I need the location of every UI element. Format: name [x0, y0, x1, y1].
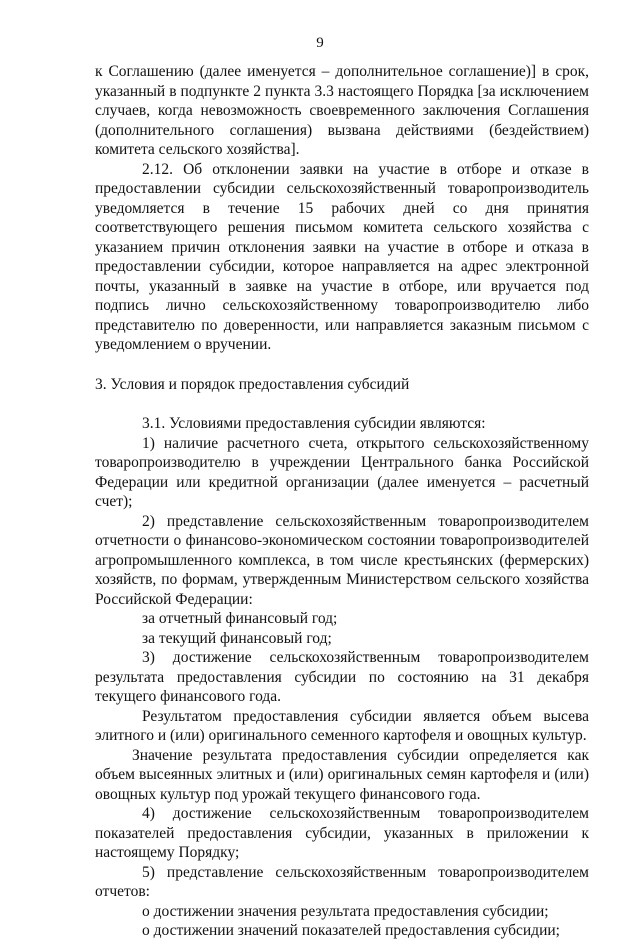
value-paragraph: Значение результата предоставления субсидии определяется как объем высеянных элитных и (или) оригинальных семян картофеля и (или) овощных культур под урожай текущего финансового года.	[95, 746, 589, 803]
condition-4: 4) достижение сельскохозяйственным товаропроизводителем показателей предоставления субсидии, указанных в приложении к настоящему Порядку;	[95, 805, 589, 861]
paragraph-3-1: 3.1. Условиями предоставления субсидии являются:	[142, 415, 486, 432]
intro-paragraph: к Соглашению (далее именуется – дополнительное соглашение)] в срок, указанный в подпункте 2 пункта 3.3 настоящего Порядка [за исключением случаев, когда невозможность своевременного заключения Соглашения (дополнительного соглашения) вызвана действиями (бездействием) комитета сельского хозяйства].	[95, 63, 589, 158]
condition-5-item-a: о достижении значения результата предоставления субсидии;	[142, 902, 549, 920]
paragraph-2-12: 2.12. Об отклонении заявки на участие в отборе и отказе в предоставлении субсидии сельскохозяйственный товаропроизводитель уведомляется в течение 15 рабочих дней со дня принятия соответствующего решения письмом комитета сельского хозяйства с указанием причин отклонения заявки на участие в отборе и отказа в предоставлении субсидии, которое направляется на адрес электронной почты, указанный в заявке на участие в отборе, или вручается под подпись лично сельскохозяйственному товаропроизводителю либо представителю по доверенности, или направляется заказным письмом с уведомлением о вручении.	[95, 160, 589, 353]
condition-2: 2) представление сельскохозяйственным товаропроизводителем отчетности о финансово-экономическом состоянии товаропроизводителей агропромышленного комплекса, в том числе крестьянских (фермерских) хозяйств, по формам, утвержденным Министерством сельского хозяйства Российской Федерации:	[95, 512, 589, 608]
condition-3: 3) достижение сельскохозяйственным товаропроизводителем результата предоставления субсидии по состоянию на 31 декабря текущего финансового года.	[95, 649, 589, 705]
document-body	[95, 62, 589, 941]
condition-2-item-b: за текущий финансовый год;	[142, 629, 332, 647]
condition-5-item-b: о достижении значений показателей предоставления субсидии;	[142, 922, 560, 939]
condition-1: 1) наличие расчетного счета, открытого сельскохозяйственному товаропроизводителю в учреждении Центрального банка Российской Федерации или кредитной организации (далее именуется – расчетный счет);	[95, 434, 589, 510]
result-paragraph: Результатом предоставления субсидии является объем высева элитного и (или) оригинального семенного картофеля и овощных культур.	[95, 707, 589, 744]
condition-2-item-a: за отчетный финансовый год;	[142, 610, 338, 627]
condition-5: 5) представление сельскохозяйственным товаропроизводителем отчетов:	[95, 863, 589, 900]
section-heading: 3. Условия и порядок предоставления субсидий	[95, 375, 410, 393]
page-number: 9	[316, 35, 324, 51]
